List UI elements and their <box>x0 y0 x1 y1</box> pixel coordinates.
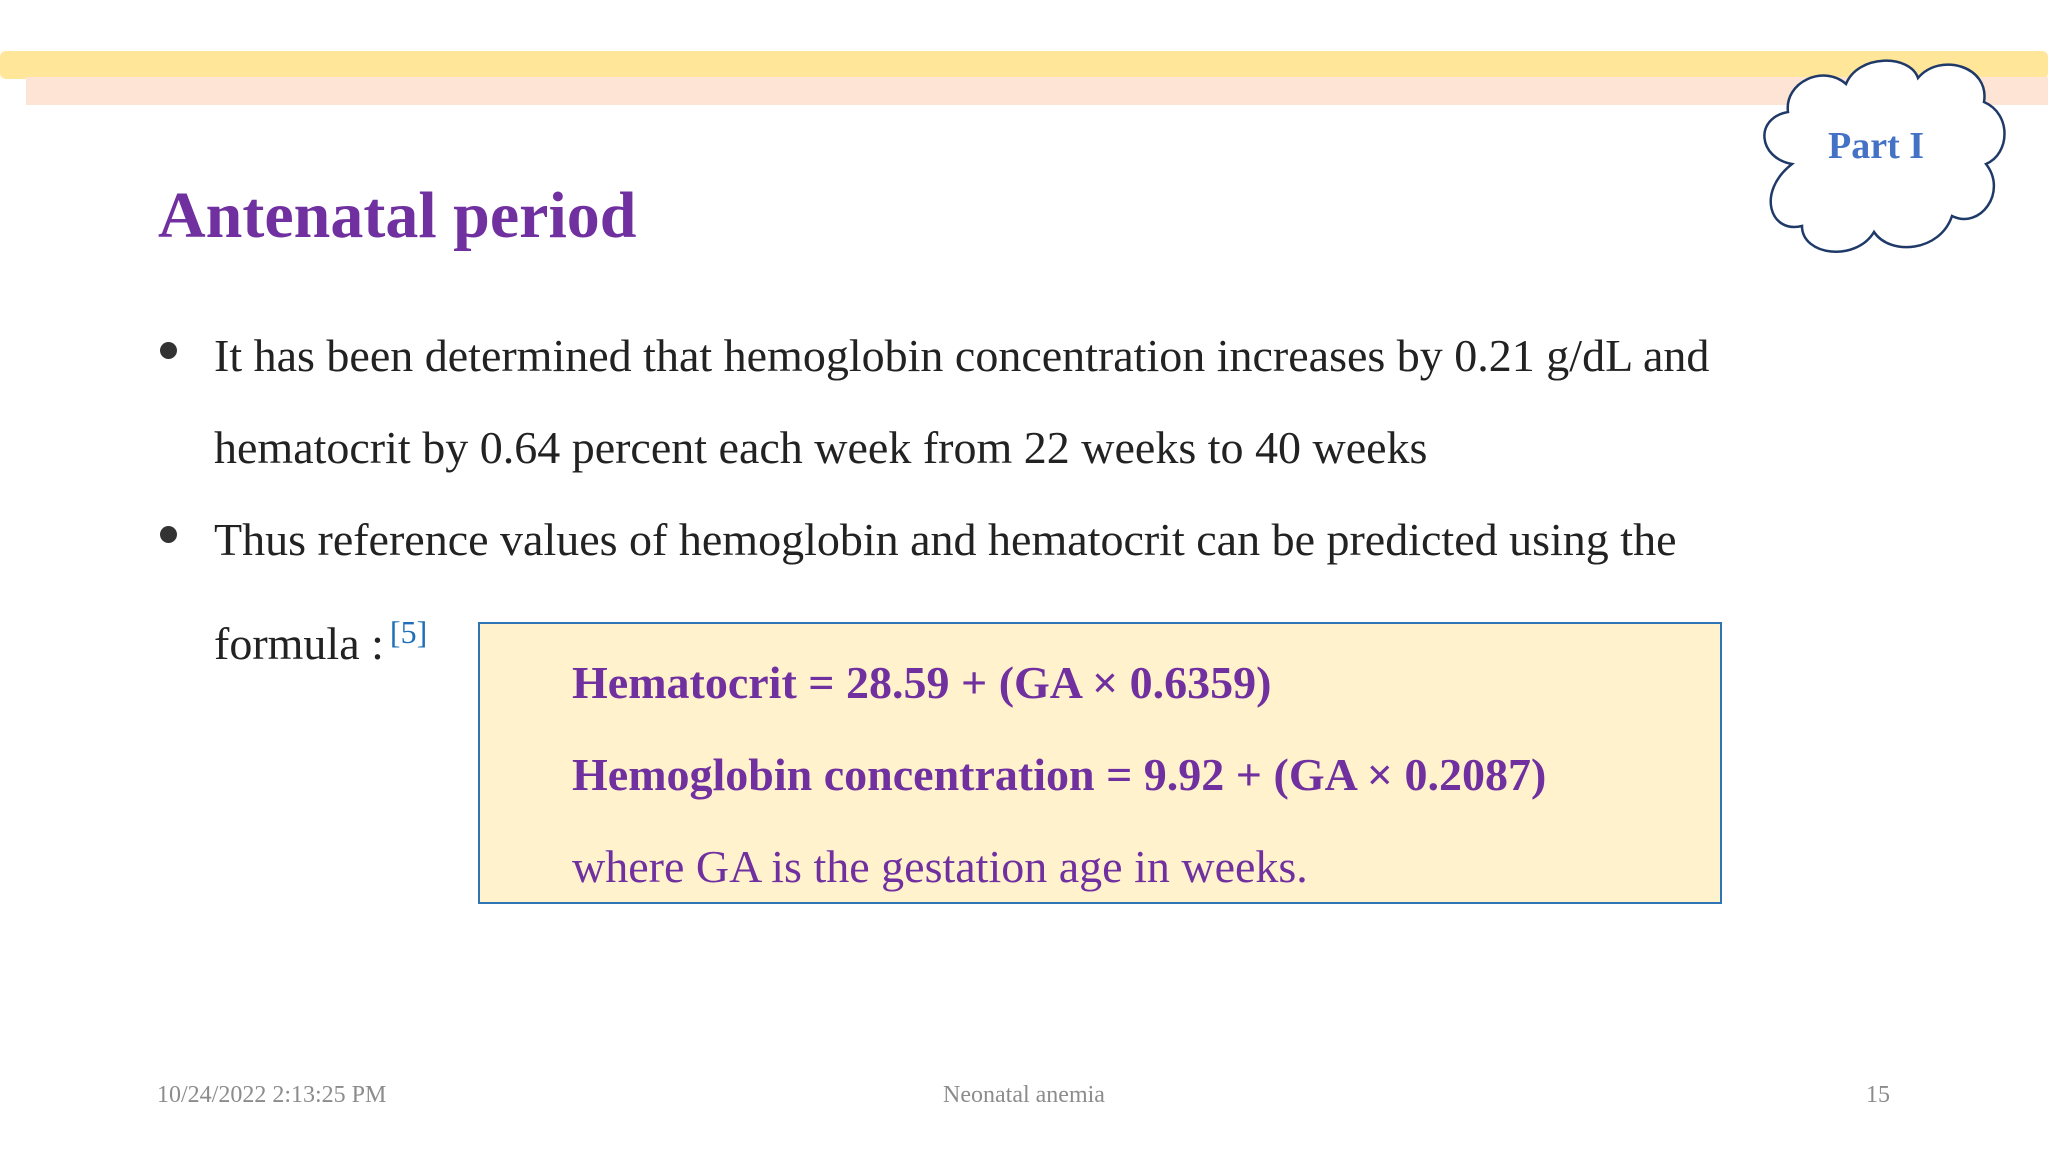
page-number: 15 <box>1866 1082 1890 1108</box>
bullet-dot-icon <box>160 342 177 359</box>
part-cloud-shape <box>1740 46 1992 262</box>
footer-title: Neonatal anemia <box>943 1082 1105 1108</box>
hemoglobin-formula: Hemoglobin concentration = 9.92 + (GA × 0.2087) <box>572 749 1547 800</box>
hematocrit-formula: Hematocrit = 28.59 + (GA × 0.6359) <box>572 657 1272 708</box>
bullet-text-line: It has been determined that hemoglobin concentration increases by 0.21 g/dL and <box>214 330 1710 381</box>
formula-lead-text: formula : <box>214 618 384 669</box>
formula-note: where GA is the gestation age in weeks. <box>572 841 1308 892</box>
bullet-item <box>150 310 1930 494</box>
footer-date: 10/24/2022 2:13:25 PM <box>157 1082 387 1108</box>
formula-box <box>478 622 1722 904</box>
bullet-dot-icon <box>160 526 177 543</box>
bullet-text-line: hematocrit by 0.64 percent each week from 22 weeks to 40 weeks <box>214 422 1428 473</box>
reference-link[interactable]: [5] <box>389 614 428 650</box>
slide-title: Antenatal period <box>158 179 637 252</box>
bullet-text-line: Thus reference values of hemoglobin and hematocrit can be predicted using the <box>214 514 1677 565</box>
part-label: Part I <box>1827 125 1925 167</box>
